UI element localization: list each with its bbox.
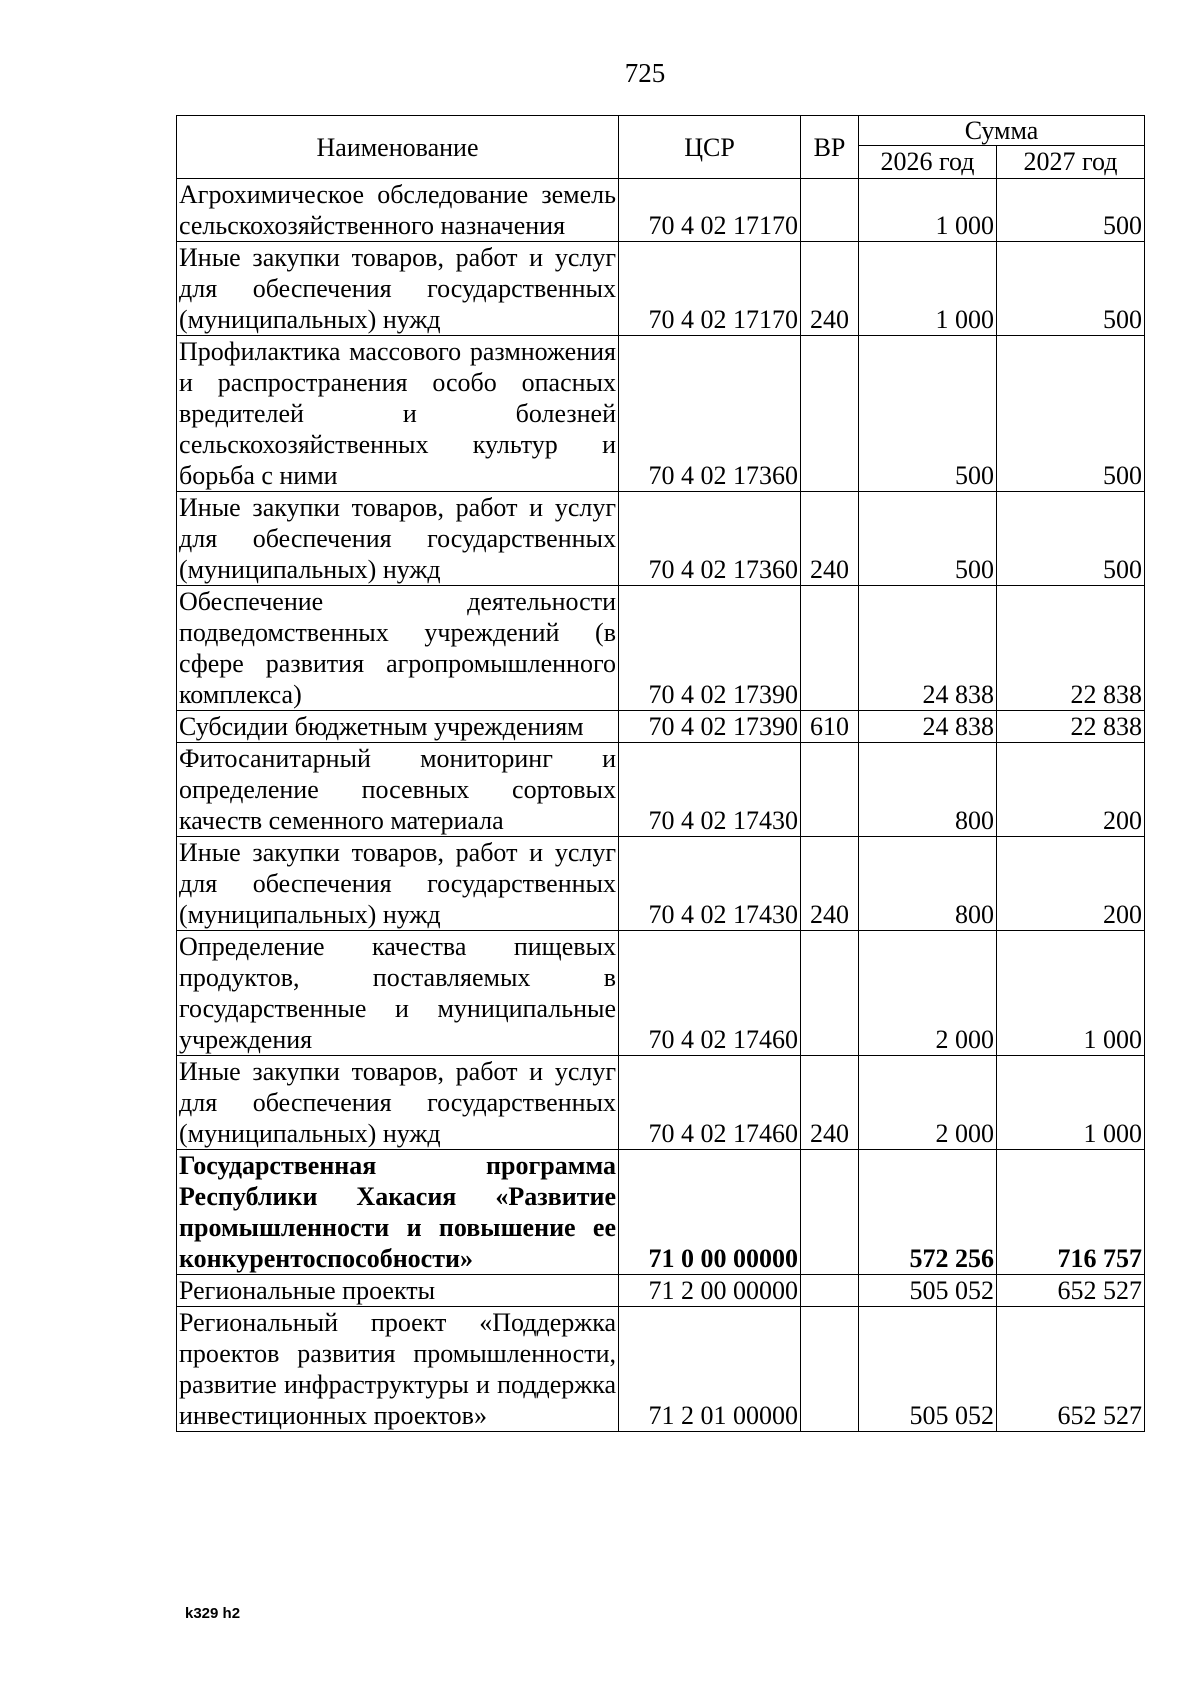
row-2026: 505 052 [859, 1307, 997, 1432]
row-vr [801, 1275, 859, 1307]
row-csr: 70 4 02 17390 [619, 711, 801, 743]
table-row [177, 1056, 1145, 1150]
row-2026: 2 000 [859, 931, 997, 1056]
row-vr [801, 336, 859, 492]
row-name: Агрохимическое обследование земель сельскохозяйственного назначения [177, 179, 619, 242]
row-csr: 71 2 01 00000 [619, 1307, 801, 1432]
row-name: Региональный проект «Поддержка проектов развития промышленности, развитие инфраструктуры и поддержка инвестиционных проектов» [177, 1307, 619, 1432]
row-name: Государственная программа Республики Хакасия «Развитие промышленности и повышение ее конкурентоспособности» [177, 1150, 619, 1275]
row-2027: 652 527 [997, 1275, 1145, 1307]
row-name: Определение качества пищевых продуктов, поставляемых в государственные и муниципальные учреждения [177, 931, 619, 1056]
row-csr: 70 4 02 17390 [619, 586, 801, 711]
budget-table [176, 115, 1145, 1432]
row-name: Обеспечение деятельности подведомственных учреждений (в сфере развития агропромышленного комплекса) [177, 586, 619, 711]
header-year-2026: 2026 год [859, 146, 997, 179]
row-vr [801, 931, 859, 1056]
row-vr [801, 1150, 859, 1275]
row-2027: 500 [997, 242, 1145, 336]
row-2027: 22 838 [997, 711, 1145, 743]
row-2026: 2 000 [859, 1056, 997, 1150]
row-2027: 22 838 [997, 586, 1145, 711]
row-vr: 240 [801, 492, 859, 586]
row-name: Иные закупки товаров, работ и услуг для обеспечения государственных (муниципальных) нужд [177, 492, 619, 586]
table-row [177, 179, 1145, 242]
table-row [177, 336, 1145, 492]
row-name: Иные закупки товаров, работ и услуг для обеспечения государственных (муниципальных) нужд [177, 837, 619, 931]
table-row [177, 743, 1145, 837]
row-csr: 70 4 02 17170 [619, 242, 801, 336]
row-2026: 1 000 [859, 179, 997, 242]
row-vr: 240 [801, 1056, 859, 1150]
header-csr: ЦСР [619, 116, 801, 179]
row-name: Профилактика массового размножения и распространения особо опасных вредителей и болезней сельскохозяйственных культур и борьба с ними [177, 336, 619, 492]
row-csr: 70 4 02 17460 [619, 1056, 801, 1150]
table-row [177, 492, 1145, 586]
row-2026: 24 838 [859, 586, 997, 711]
row-vr: 610 [801, 711, 859, 743]
table-body [177, 179, 1145, 1432]
row-2027: 1 000 [997, 1056, 1145, 1150]
row-2026: 800 [859, 743, 997, 837]
row-vr [801, 743, 859, 837]
row-name: Субсидии бюджетным учреждениям [177, 711, 619, 743]
row-csr: 70 4 02 17460 [619, 931, 801, 1056]
row-name: Иные закупки товаров, работ и услуг для обеспечения государственных (муниципальных) нужд [177, 1056, 619, 1150]
row-vr: 240 [801, 837, 859, 931]
table-row-program [177, 1150, 1145, 1275]
row-2026: 505 052 [859, 1275, 997, 1307]
row-csr: 70 4 02 17170 [619, 179, 801, 242]
row-name: Иные закупки товаров, работ и услуг для обеспечения государственных (муниципальных) нужд [177, 242, 619, 336]
table-row [177, 242, 1145, 336]
row-2026: 572 256 [859, 1150, 997, 1275]
row-vr: 240 [801, 242, 859, 336]
row-2027: 500 [997, 492, 1145, 586]
row-2026: 800 [859, 837, 997, 931]
row-2027: 500 [997, 179, 1145, 242]
row-2027: 652 527 [997, 1307, 1145, 1432]
header-sum: Сумма [859, 116, 1145, 146]
row-vr [801, 1307, 859, 1432]
row-2026: 500 [859, 492, 997, 586]
row-2026: 500 [859, 336, 997, 492]
row-2027: 200 [997, 837, 1145, 931]
row-2027: 200 [997, 743, 1145, 837]
row-csr: 70 4 02 17360 [619, 336, 801, 492]
row-name: Фитосанитарный мониторинг и определение посевных сортовых качеств семенного материала [177, 743, 619, 837]
row-csr: 70 4 02 17430 [619, 743, 801, 837]
page-number: 725 [624, 58, 666, 88]
row-csr: 70 4 02 17360 [619, 492, 801, 586]
row-2027: 1 000 [997, 931, 1145, 1056]
table-row [177, 931, 1145, 1056]
row-vr [801, 586, 859, 711]
table-row [177, 1275, 1145, 1307]
row-name: Региональные проекты [177, 1275, 619, 1307]
row-csr: 71 2 00 00000 [619, 1275, 801, 1307]
header-name: Наименование [177, 116, 619, 179]
table-row [177, 586, 1145, 711]
row-csr: 71 0 00 00000 [619, 1150, 801, 1275]
header-vr: ВР [801, 116, 859, 179]
row-2027: 716 757 [997, 1150, 1145, 1275]
table-row [177, 1307, 1145, 1432]
table-row [177, 711, 1145, 743]
table-row [177, 837, 1145, 931]
header-year-2027: 2027 год [997, 146, 1145, 179]
row-2027: 500 [997, 336, 1145, 492]
row-csr: 70 4 02 17430 [619, 837, 801, 931]
row-vr [801, 179, 859, 242]
footer-code: k329 h2 [185, 1605, 241, 1622]
row-2026: 1 000 [859, 242, 997, 336]
row-2026: 24 838 [859, 711, 997, 743]
